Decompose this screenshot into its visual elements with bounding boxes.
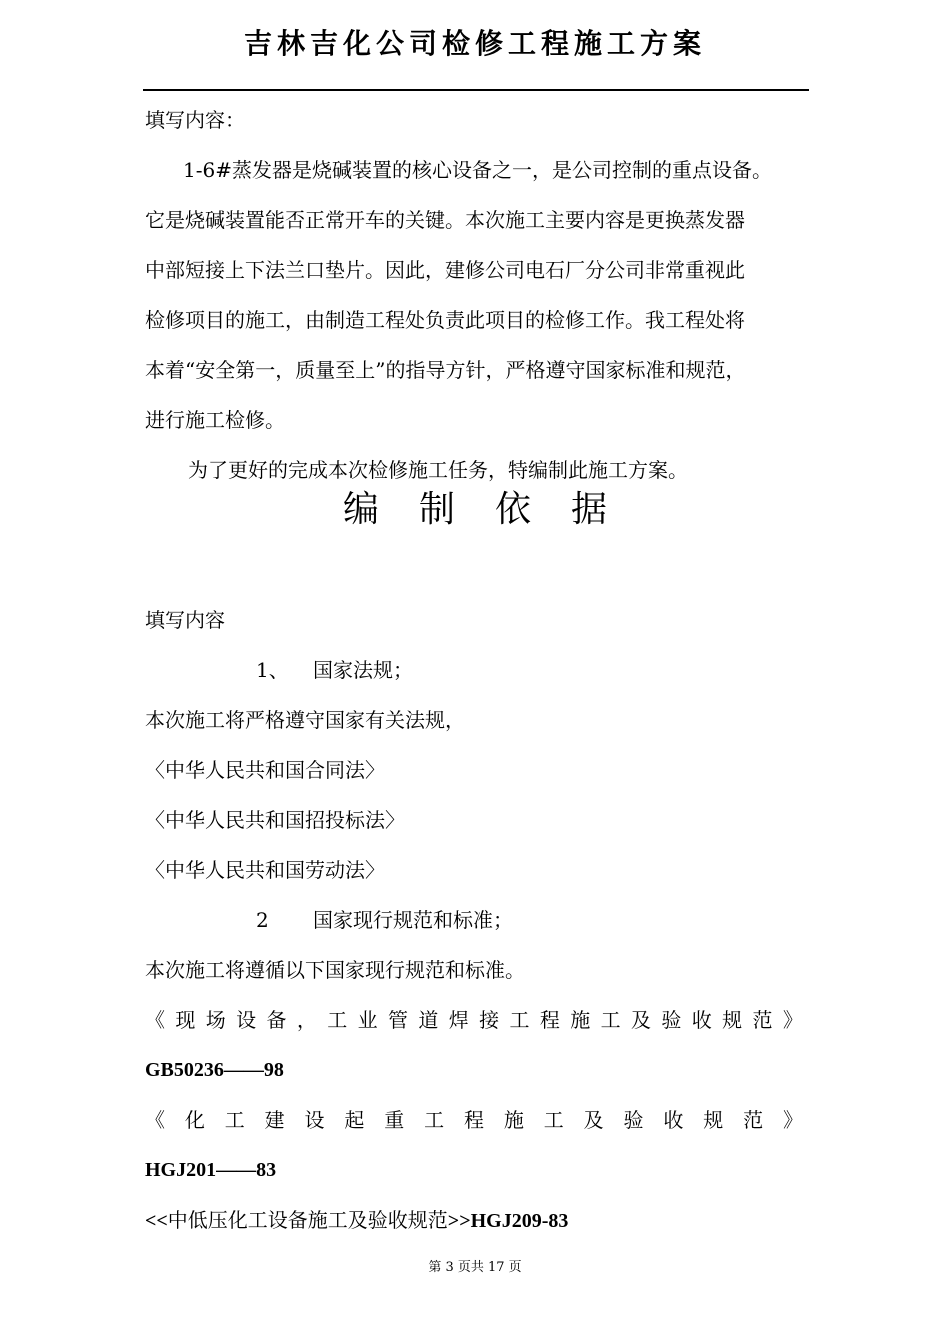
- section-label: 填写内容: [145, 608, 225, 632]
- standard-char: 及: [583, 1108, 604, 1132]
- law-item: 〈中华人民共和国劳动法〉: [145, 858, 385, 882]
- last-standard-close: >>HGJ209-83: [447, 1210, 569, 1232]
- standard-char: 现: [175, 1008, 196, 1032]
- intro-paragraph-line: 进行施工检修。: [145, 408, 285, 432]
- standard-char: ，: [296, 1008, 317, 1032]
- page-header-title: 吉林吉化公司检修工程施工方案: [243, 27, 706, 60]
- standard-char: 接: [479, 1008, 500, 1032]
- standards-intro: 本次施工将遵循以下国家现行规范和标准。: [145, 958, 525, 982]
- standard-name-justified: [145, 1105, 803, 1135]
- standard-char: 设: [304, 1108, 325, 1132]
- standard-char: 验: [623, 1108, 644, 1132]
- standard-char: 范: [752, 1008, 773, 1032]
- standard-char: 业: [357, 1008, 378, 1032]
- standard-char: 焊: [448, 1008, 469, 1032]
- standard-char: 施: [503, 1108, 524, 1132]
- intro-paragraph-line: 检修项目的施工，由制造工程处负责此项目的检修工作。我工程处将: [145, 308, 745, 332]
- standard-char: 道: [418, 1008, 439, 1032]
- standard-code: GB50236——98: [145, 1059, 284, 1081]
- standard-char: 建: [264, 1108, 285, 1132]
- intro-paragraph-line: 本着“安全第一，质量至上”的指导方针，严格遵守国家标准和规范，: [145, 358, 746, 382]
- item2-title: 国家现行规范和标准；: [313, 908, 513, 932]
- item1-number: 1、: [256, 658, 289, 682]
- intro-paragraph-line: 它是烧碱装置能否正常开车的关键。本次施工主要内容是更换蒸发器: [145, 208, 745, 232]
- item2-number: 2: [256, 908, 269, 932]
- standard-char: 工: [224, 1108, 245, 1132]
- law-item: 〈中华人民共和国合同法〉: [145, 758, 385, 782]
- standard-char: 设: [236, 1008, 257, 1032]
- page-number-footer: 第 3 页共 17 页: [428, 1260, 522, 1275]
- standard-char: 备: [266, 1008, 287, 1032]
- standard-name-justified: [145, 1005, 803, 1035]
- standard-char: 规: [703, 1108, 724, 1132]
- laws-intro: 本次施工将严格遵守国家有关法规，: [145, 708, 465, 732]
- standard-char: 验: [661, 1008, 682, 1032]
- standard-char: 工: [509, 1008, 530, 1032]
- standard-char: 起: [344, 1108, 365, 1132]
- standard-code: HGJ201——83: [145, 1159, 277, 1181]
- last-standard-open: <<: [145, 1210, 168, 1232]
- last-standard: [145, 1205, 568, 1235]
- intro-paragraph-line: 1-6#蒸发器是烧碱装置的核心设备之一，是公司控制的重点设备。: [183, 158, 772, 182]
- standard-char: 》: [782, 1008, 803, 1032]
- last-standard-name: 中低压化工设备施工及验收规范: [167, 1208, 448, 1232]
- intro-paragraph-line: 中部短接上下法兰口垫片。因此，建修公司电石厂分公司非常重视此: [145, 258, 745, 282]
- standard-char: 场: [205, 1008, 226, 1032]
- law-item: 〈中华人民共和国招投标法〉: [145, 808, 405, 832]
- standard-char: 收: [663, 1108, 684, 1132]
- standard-char: 程: [539, 1008, 560, 1032]
- standard-char: 规: [722, 1008, 743, 1032]
- standard-char: 施: [570, 1008, 591, 1032]
- standard-char: 工: [327, 1008, 348, 1032]
- standard-char: 》: [783, 1108, 803, 1132]
- header-divider: [143, 89, 809, 91]
- standard-char: 工: [424, 1108, 445, 1132]
- standard-char: 重: [384, 1108, 405, 1132]
- standard-char: 管: [388, 1008, 408, 1032]
- item1-title: 国家法规；: [313, 658, 413, 682]
- standard-char: 程: [464, 1108, 484, 1132]
- intro-closing-line: 为了更好的完成本次检修施工任务，特编制此施工方案。: [188, 458, 688, 482]
- standard-char: 《: [145, 1008, 165, 1032]
- standard-char: 化: [184, 1108, 205, 1132]
- standard-char: 范: [743, 1108, 764, 1132]
- standard-char: 工: [543, 1108, 564, 1132]
- section-title: 编制依据: [342, 489, 647, 530]
- intro-label: 填写内容：: [145, 108, 245, 132]
- standard-char: 工: [600, 1008, 621, 1032]
- standard-char: 收: [691, 1008, 712, 1032]
- standard-char: 《: [145, 1108, 165, 1132]
- standard-char: 及: [631, 1008, 651, 1032]
